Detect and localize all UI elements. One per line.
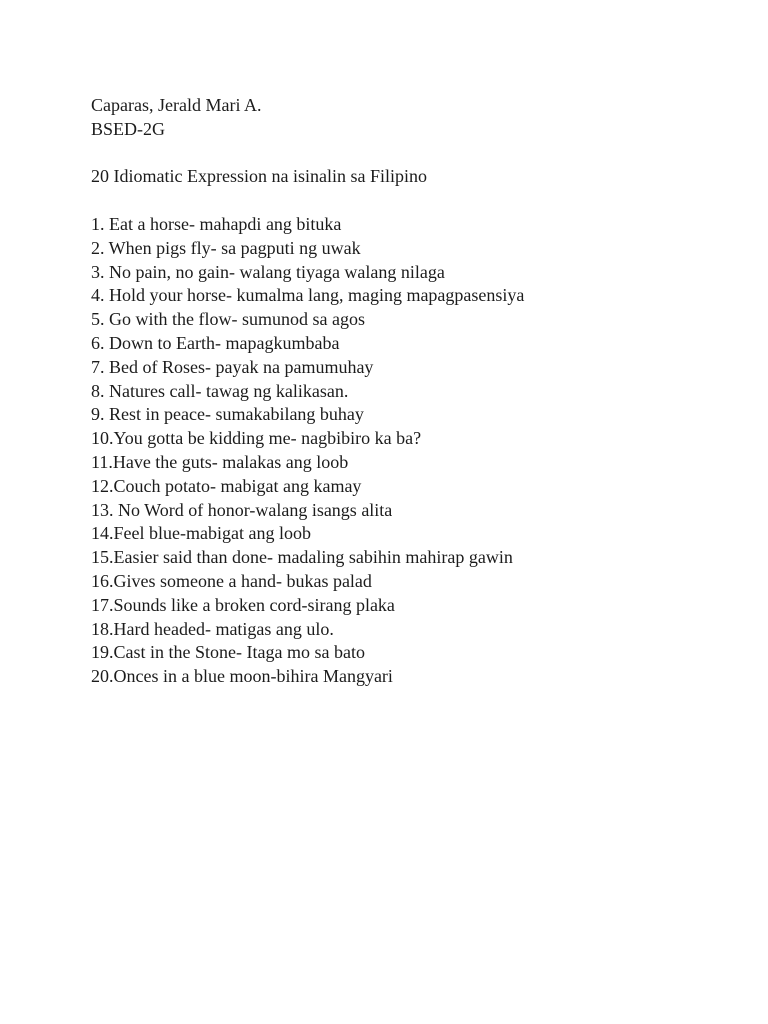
list-item: 11.Have the guts- malakas ang loob <box>91 451 349 472</box>
list-item: 10.You gotta be kidding me- nagbibiro ka ba? <box>91 428 422 449</box>
list-item: 4. Hold your horse- kumalma lang, maging mapagpasensiya <box>91 285 525 306</box>
idiom-list <box>91 213 731 689</box>
list-item: 7. Bed of Roses- payak na pamumuhay <box>91 356 374 377</box>
list-item: 5. Go with the flow- sumunod sa agos <box>91 309 365 330</box>
list-item: 1. Eat a horse- mahapdi ang bituka <box>91 213 342 234</box>
list-item: 17.Sounds like a broken cord-sirang plaka <box>91 594 395 615</box>
list-item: 6. Down to Earth- mapagkumbaba <box>91 332 340 353</box>
list-item: 16.Gives someone a hand- bukas palad <box>91 570 372 591</box>
list-item: 12.Couch potato- mabigat ang kamay <box>91 475 362 496</box>
document-title: 20 Idiomatic Expression na isinalin sa Filipino <box>91 166 427 187</box>
section-label: BSED-2G <box>91 118 166 139</box>
list-item: 20.Onces in a blue moon-bihira Mangyari <box>91 666 393 687</box>
blank-line <box>91 142 731 166</box>
list-item: 19.Cast in the Stone- Itaga mo sa bato <box>91 642 365 663</box>
author-name: Caparas, Jerald Mari A. <box>91 95 262 115</box>
list-item: 13. No Word of honor-walang isangs alita <box>91 499 393 520</box>
list-item: 9. Rest in peace- sumakabilang buhay <box>91 404 364 425</box>
document-body <box>91 94 731 689</box>
list-item: 2. When pigs fly- sa pagputi ng uwak <box>91 237 361 258</box>
list-item: 3. No pain, no gain- walang tiyaga walang nilaga <box>91 261 445 282</box>
list-item: 18.Hard headed- matigas ang ulo. <box>91 618 334 639</box>
blank-line <box>91 189 731 213</box>
list-item: 15.Easier said than done- madaling sabihin mahirap gawin <box>91 547 513 568</box>
list-item: 14.Feel blue-mabigat ang loob <box>91 523 311 544</box>
list-item: 8. Natures call- tawag ng kalikasan. <box>91 380 349 401</box>
